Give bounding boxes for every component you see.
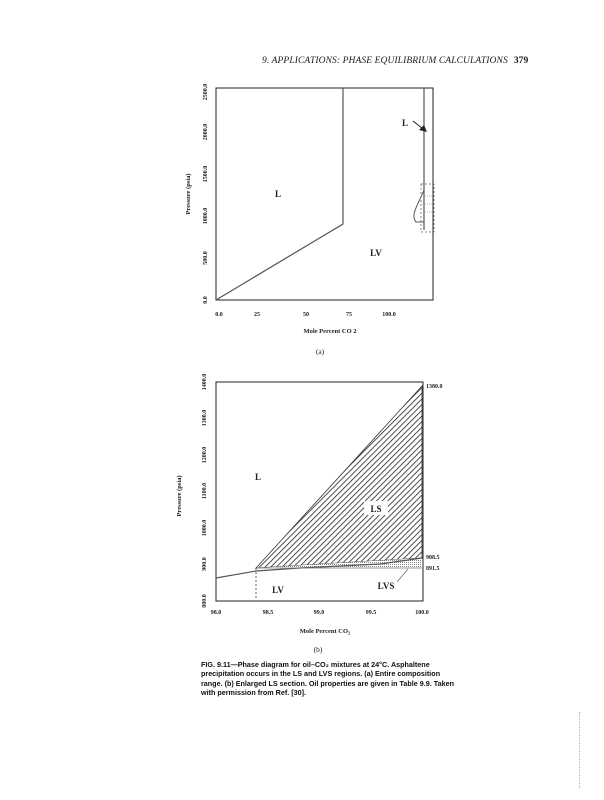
plot-b-x-axis-title-main: Mole Percent CO bbox=[299, 628, 348, 635]
plot-b-y-axis-title: Pressure (psia) bbox=[176, 475, 183, 517]
x-tick: 75 bbox=[346, 312, 352, 318]
plot-a-x-axis-title: Mole Percent CO 2 bbox=[303, 328, 357, 335]
x-tick: 100.0 bbox=[415, 610, 429, 616]
plot-a-frame bbox=[216, 88, 433, 300]
page-number: 379 bbox=[513, 56, 529, 66]
y-tick: 900.0 bbox=[202, 557, 208, 571]
plot-a-region-l-callout: L bbox=[401, 118, 409, 128]
margin-mark bbox=[579, 712, 582, 788]
x-tick: 98.0 bbox=[210, 610, 222, 616]
x-tick: 100.0 bbox=[382, 312, 396, 318]
plot-b-lvs-pointer bbox=[397, 569, 408, 582]
figure-b-label: (b) bbox=[313, 645, 323, 654]
x-tick: 25 bbox=[254, 312, 260, 318]
plot-a-y-ticks bbox=[203, 84, 209, 304]
y-tick: 0.0 bbox=[203, 296, 209, 304]
plot-b-region-l: L bbox=[254, 472, 262, 482]
y-tick: 1000.0 bbox=[202, 519, 208, 537]
y-tick: 1500.0 bbox=[203, 165, 209, 183]
x-tick: 99.5 bbox=[365, 610, 377, 616]
plot-b-y-ticks bbox=[202, 374, 208, 608]
y-tick: 1200.0 bbox=[202, 446, 208, 464]
y-tick: 2500.0 bbox=[203, 83, 209, 101]
plot-a-ls-loop bbox=[414, 190, 424, 222]
y-tick: 1100.0 bbox=[202, 482, 208, 500]
annotation-891-5: 891.5 bbox=[426, 566, 440, 572]
y-tick: 1000.0 bbox=[203, 207, 209, 225]
plot-b-x-ticks bbox=[211, 610, 429, 616]
annotation-1380: 1380.0 bbox=[426, 384, 443, 390]
y-tick: 2000.0 bbox=[203, 123, 209, 141]
plot-a-region-lv: LV bbox=[370, 248, 382, 258]
x-tick: 98.5 bbox=[262, 610, 274, 616]
x-tick: 99.0 bbox=[313, 610, 325, 616]
annotation-908-5: 908.5 bbox=[426, 555, 440, 561]
y-tick: 1300.0 bbox=[202, 409, 208, 427]
plot-b-region-lv: LV bbox=[272, 585, 284, 595]
plot-a-y-axis-title: Pressure (psia) bbox=[185, 173, 192, 215]
plot-b-x-axis-title bbox=[300, 628, 351, 636]
x-tick: 50 bbox=[303, 312, 309, 318]
plot-a-x-ticks bbox=[215, 312, 396, 318]
y-tick: 800.0 bbox=[202, 594, 208, 608]
figure-caption: FIG. 9.11—Phase diagram for oil–CO₂ mixtures at 24°C. Asphaltene precipitation occurs in the LS and LVS regions. (a) Entire composition range. (b) Enlarged LS section. Oil properties are given in Table 9.9. Taken with permission from Ref. [30]. bbox=[201, 660, 454, 698]
y-tick: 500.0 bbox=[203, 251, 209, 265]
y-tick: 1400.0 bbox=[202, 373, 208, 391]
plot-a-zoom-box bbox=[421, 184, 434, 232]
figure-b bbox=[176, 374, 443, 654]
plot-b-region-lvs: LVS bbox=[377, 581, 395, 591]
figure-a bbox=[185, 84, 434, 356]
plot-a-region-l: L bbox=[274, 189, 282, 199]
figure-a-label: (a) bbox=[315, 347, 325, 356]
running-title: 9. APPLICATIONS: PHASE EQUILIBRIUM CALCULATIONS bbox=[262, 56, 508, 66]
plot-b-region-ls: LS bbox=[370, 504, 382, 514]
plot-b-x-axis-subscript: 2 bbox=[348, 630, 351, 636]
arrow-head-icon bbox=[419, 125, 427, 132]
x-tick: 0.0 bbox=[215, 312, 223, 318]
plot-b-ls-region bbox=[256, 386, 422, 568]
